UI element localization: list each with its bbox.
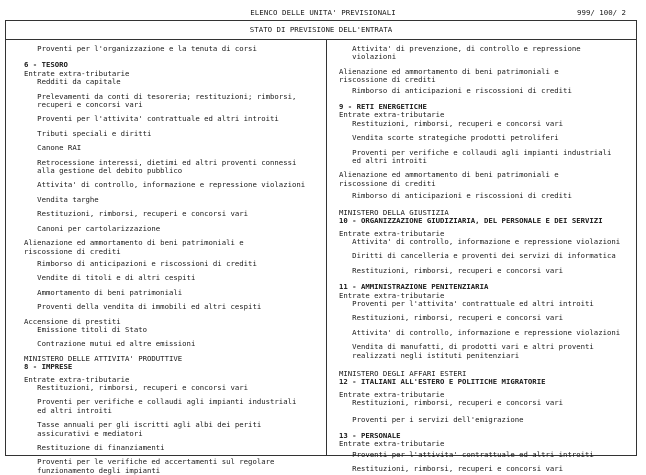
list-item: Proventi per l'organizzazione e la tenuta di corsi (24, 44, 257, 53)
list-item: Restituzione di finanziamenti (24, 443, 165, 452)
list-item: Canoni per cartolarizzazione (24, 223, 161, 233)
list-item: Rimborso di anticipazioni e riscossioni di crediti (339, 191, 572, 201)
list-item: Attivita' di prevenzione, di controllo e repressione (339, 44, 581, 53)
list-item: Alienazione ed ammortamento di beni patrimoniali e (24, 238, 244, 248)
list-item: Vendita targhe (24, 194, 99, 204)
section-heading: 10 - ORGANIZZAZIONE GIUDIZIARIA, DEL PERSONALE E DEI SERVIZI (339, 216, 603, 226)
list-item: Restituzioni, rimborsi, recuperi e concorsi vari (339, 265, 564, 275)
list-item: Proventi per verifiche e collaudi agli impianti industriali (339, 147, 612, 157)
list-item: realizzati negli istituti penitenziari (339, 350, 520, 360)
list-item: Ammortamento di beni patrimoniali (24, 287, 183, 297)
list-item: Proventi per l'attivita' contrattuale ed altri introiti (24, 114, 279, 124)
list-item: Emissione titoli di Stato (24, 324, 148, 334)
list-item: Entrate extra-tributarie (339, 228, 445, 238)
list-item: Restituzioni, rimborsi, recuperi e concorsi vari (339, 313, 564, 323)
right-column (339, 41, 629, 474)
list-item: riscossione di crediti (339, 75, 436, 85)
list-item: Attivita' di controllo, informazione e repressione violazioni (339, 327, 621, 337)
list-item: Redditi da capitale (24, 77, 121, 87)
list-item: recuperi e concorsi vari (24, 100, 143, 110)
list-item: Restituzioni, rimborsi, recuperi e concorsi vari (24, 382, 249, 392)
list-item: riscossione di crediti (24, 246, 121, 256)
section-heading: 9 - RETI ENERGETICHE (339, 102, 427, 112)
list-item: Vendita di manufatti, di prodotti vari e altri proventi (339, 342, 594, 352)
list-item: Vendite di titoli e di altri cespiti (24, 273, 196, 283)
list-item: Proventi della vendita di immobili ed altri cespiti (24, 302, 262, 312)
list-item: Proventi per l'attivita' contrattuale ed altri introiti (339, 298, 594, 308)
list-item: MINISTERO DELLA GIUSTIZIA (339, 207, 449, 217)
list-item: Tasse annuali per gli iscritti agli albi dei periti (24, 420, 262, 430)
list-item: Rimborso di anticipazioni e riscossioni di crediti (339, 85, 572, 95)
list-item: Restituzioni, rimborsi, recuperi e concorsi vari (339, 398, 564, 408)
section-heading: 6 - TESORO (24, 60, 68, 70)
table-frame (5, 20, 637, 475)
list-item: Attivita' di controllo, informazione e repressione violazioni (339, 236, 621, 246)
list-item: ed altri introiti (339, 156, 427, 166)
list-item: Alienazione ed ammortamento di beni patrimoniali e (339, 66, 559, 76)
list-item: Restituzioni, rimborsi, recuperi e concorsi vari (339, 118, 564, 128)
list-item: Alienazione ed ammortamento di beni patrimoniali e (339, 170, 559, 180)
list-item: Restituzioni, rimborsi, recuperi e concorsi vari (339, 464, 564, 474)
list-item: Entrate extra-tributarie (24, 68, 130, 78)
list-item: MINISTERO DEGLI AFFARI ESTERI (339, 368, 467, 378)
section-heading: 11 - AMMINISTRAZIONE PENITENZIARIA (339, 282, 489, 292)
list-item: Entrate extra-tributarie (339, 439, 445, 449)
list-item: assicurativi e mediatori (24, 428, 143, 438)
page-code: 999/ 100/ 2 (577, 8, 626, 17)
list-item: Retrocessione interessi, dietimi ed altri proventi connessi (24, 157, 297, 167)
list-item: Accensione di prestiti (24, 316, 121, 326)
list-item: riscossione di crediti (339, 178, 436, 188)
list-item: Rimborso di anticipazioni e riscossioni di crediti (24, 258, 257, 268)
list-item: Proventi per le verifiche ed accertamenti sul regolare (24, 457, 275, 467)
list-item: violazioni (339, 52, 397, 62)
section-title: STATO DI PREVISIONE DELL'ENTRATA (6, 21, 636, 40)
list-item: Entrate extra-tributarie (24, 374, 130, 384)
list-item: Proventi per verifiche e collaudi agli impianti industriali (24, 397, 297, 407)
list-item: MINISTERO DELLE ATTIVITA' PRODUTTIVE (24, 353, 183, 363)
list-item: Entrate extra-tributarie (339, 389, 445, 399)
document-title: ELENCO DELLE UNITA' PREVISIONALI (250, 8, 396, 17)
list-item: Tributi speciali e diritti (24, 128, 152, 138)
column-divider (326, 39, 327, 455)
list-item: Entrate extra-tributarie (339, 290, 445, 300)
list-item: Proventi per l'attivita' contrattuale ed altri introiti (339, 449, 594, 459)
list-item: Attivita' di controllo, informazione e repressione violazioni (24, 180, 306, 190)
list-item: Vendita scorte strategiche prodotti petroliferi (339, 133, 559, 143)
list-item: ed altri introiti (24, 405, 112, 415)
left-column (24, 41, 320, 475)
list-item: Entrate extra-tributarie (339, 110, 445, 120)
list-item: Prelevamenti da conti di tesoreria; restituzioni; rimborsi, (24, 91, 297, 101)
section-heading: 13 - PERSONALE (339, 431, 401, 440)
list-item: Restituzioni, rimborsi, recuperi e concorsi vari (24, 209, 249, 219)
list-item: alla gestione del debito pubblico (24, 166, 183, 176)
list-item: Proventi per i servizi dell'emigrazione (339, 414, 524, 424)
list-item: Diritti di cancelleria e proventi dei servizi di informatica (339, 251, 616, 261)
list-item: Contrazione mutui ed altre emissioni (24, 339, 196, 349)
list-item: funzionamento degli impianti (24, 465, 161, 475)
section-heading: 8 - IMPRESE (24, 362, 73, 372)
list-item: Canone RAI (24, 143, 82, 153)
section-heading: 12 - ITALIANI ALL'ESTERO E POLITICHE MIGRATORIE (339, 377, 546, 387)
